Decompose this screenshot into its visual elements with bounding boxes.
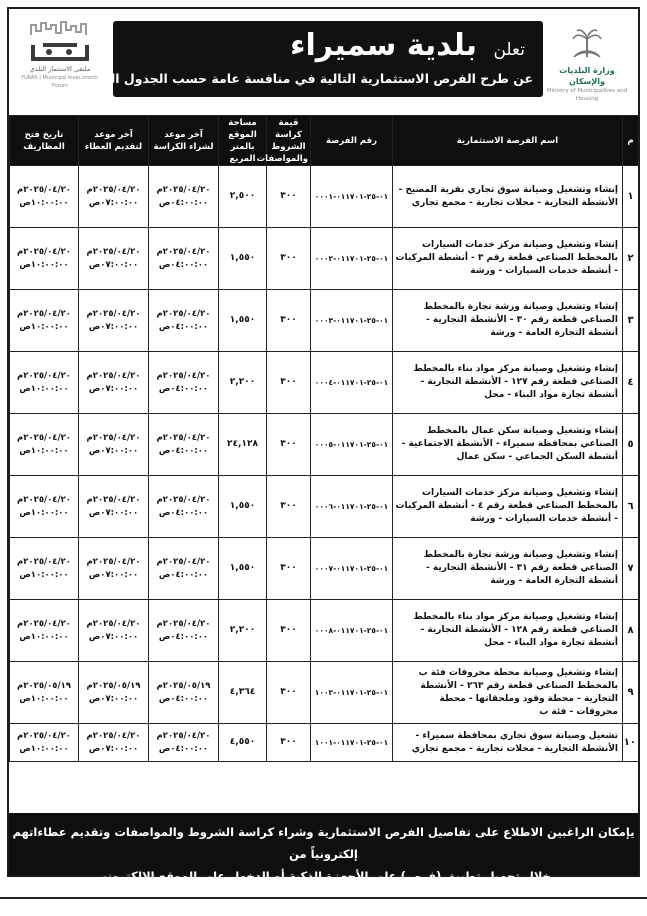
row-number: ١٠ [623, 724, 639, 762]
buy-deadline: ٢٠٢٥/٠٤/٢٠م ٠٤:٠٠:٠٠ص [149, 290, 219, 352]
opportunity-name: إنشاء وتشغيل وصيانة ورشة نجارة بالمخطط الصناعي قطعة رقم ٣١ - الأنشطة التجارية - أنشطة التجارة العامة - ورشة [393, 538, 623, 600]
furas-logo-english: FURAS | Municipal Investments Forum [21, 75, 99, 89]
col-header-no: م [623, 116, 639, 166]
row-number: ٧ [623, 538, 639, 600]
table-row [10, 228, 639, 290]
table-row [10, 476, 639, 538]
opportunity-name: إنشاء وتشغيل وصيانة مركز مواد بناء بالمخطط الصناعي قطعة رقم ١٢٧ - الأنشطة التجارية - أنشطة تجارة مواد البناء - محل [393, 352, 623, 414]
buy-deadline: ٢٠٢٥/٠٤/٢٠م ٠٤:٠٠:٠٠ص [149, 414, 219, 476]
announcement-sheet [7, 7, 640, 905]
page-title [290, 27, 525, 69]
booklet-fee: ٣٠٠ [267, 662, 311, 724]
buy-deadline: ٢٠٢٥/٠٤/٢٠م ٠٤:٠٠:٠٠ص [149, 352, 219, 414]
open-date: ٢٠٢٥/٠٤/٢٠م ١٠:٠٠:٠٠ص [10, 228, 79, 290]
submit-deadline: ٢٠٢٥/٠٤/٢٠م ٠٧:٠٠:٠٠ص [79, 538, 149, 600]
table-row [10, 724, 639, 762]
site-area: ١,٥٥٠ [219, 538, 267, 600]
booklet-fee: ٣٠٠ [267, 538, 311, 600]
opportunity-id: ٠١-٢٥-٠١١٧٠١-١٠٠٢ [311, 662, 393, 724]
opportunity-id: ٠١-٢٥-٠١١٧٠١-٠٠٠٧ [311, 538, 393, 600]
ministry-logo [542, 27, 632, 107]
submit-deadline: ٢٠٢٥/٠٥/١٩م ٠٧:٠٠:٠٠ص [79, 662, 149, 724]
open-date: ٢٠٢٥/٠٤/٢٠م ١٠:٠٠:٠٠ص [10, 166, 79, 228]
footer-line-1: يإمكان الراغبين الاطلاع على تفاصيل الفرص الاستثمارية وشراء كراسة الشروط والمواصفات وتقديم عطاءاتهم إلكترونياً من [12, 825, 635, 861]
open-date: ٢٠٢٥/٠٤/٢٠م ١٠:٠٠:٠٠ص [10, 724, 79, 762]
opportunity-id: ٠١-٢٥-٠١١٧٠١-٠٠٠٣ [311, 290, 393, 352]
table-row [10, 600, 639, 662]
site-area: ٤,٥٥٠ [219, 724, 267, 762]
booklet-fee: ٣٠٠ [267, 724, 311, 762]
site-area: ٤,٣٦٤ [219, 662, 267, 724]
site-area: ١,٥٥٠ [219, 476, 267, 538]
table-row [10, 166, 639, 228]
submit-deadline: ٢٠٢٥/٠٤/٢٠م ٠٧:٠٠:٠٠ص [79, 352, 149, 414]
buy-deadline: ٢٠٢٥/٠٤/٢٠م ٠٤:٠٠:٠٠ص [149, 476, 219, 538]
row-number: ٥ [623, 414, 639, 476]
opportunity-id: ٠١-٢٥-٠١١٧٠١-٠٠٠٥ [311, 414, 393, 476]
ministry-name: وزارة البلديات والإسكان [559, 66, 615, 86]
col-header-open-date: تاريخ فتح المظاريف [10, 116, 79, 166]
booklet-fee: ٣٠٠ [267, 352, 311, 414]
opportunity-name: إنشاء وتشغيل وصيانة ورشة نجارة بالمخطط الصناعي قطعة رقم ٣٠ - الأنشطة التجارية - أنشطة التجارة العامة - ورشة [393, 290, 623, 352]
site-area: ١,٥٥٠ [219, 228, 267, 290]
open-date: ٢٠٢٥/٠٤/٢٠م ١٠:٠٠:٠٠ص [10, 414, 79, 476]
table-row [10, 662, 639, 724]
booklet-fee: ٣٠٠ [267, 414, 311, 476]
submit-deadline: ٢٠٢٥/٠٤/٢٠م ٠٧:٠٠:٠٠ص [79, 476, 149, 538]
buy-deadline: ٢٠٢٥/٠٤/٢٠م ٠٤:٠٠:٠٠ص [149, 166, 219, 228]
ministry-name-english: Ministry of Municipalities and Housing [546, 88, 628, 102]
table-row [10, 352, 639, 414]
col-header-buy-deadline: آخر موعد لشراء الكراسة [149, 116, 219, 166]
buy-deadline: ٢٠٢٥/٠٤/٢٠م ٠٤:٠٠:٠٠ص [149, 228, 219, 290]
opportunity-id: ٠١-٢٥-٠١١٧٠١-١٠٠١ [311, 724, 393, 762]
col-header-name: اسم الفرصة الاستثمارية [393, 116, 623, 166]
header [9, 9, 638, 115]
buy-deadline: ٢٠٢٥/٠٤/٢٠م ٠٤:٠٠:٠٠ص [149, 538, 219, 600]
row-number: ٢ [623, 228, 639, 290]
opportunity-name: إنشاء وتشغيل وصيانة محطة محروقات فئة ب بالمخطط الصناعي قطعة رقم ٢٦٣ - الأنشطة التجارية - محطة وقود وملحقاتها - محطة محروقات - فئة ب [393, 662, 623, 724]
row-number: ١ [623, 166, 639, 228]
buy-deadline: ٢٠٢٥/٠٤/٢٠م ٠٤:٠٠:٠٠ص [149, 724, 219, 762]
open-date: ٢٠٢٥/٠٤/٢٠م ١٠:٠٠:٠٠ص [10, 290, 79, 352]
opportunity-id: ٠١-٢٥-٠١١٧٠١-٠٠٠٦ [311, 476, 393, 538]
site-area: ٢٤,١٢٨ [219, 414, 267, 476]
palm-swords-emblem-icon [569, 27, 605, 61]
col-header-fee: قيمة كراسة الشروط والمواصفات [267, 116, 311, 166]
opportunity-name: إنشاء وتشغيل وصيانة مركز خدمات السيارات بالمخطط الصناعي قطعة رقم ٤ - أنشطة المركبات - أنشطة خدمات السيارات - ورشة [393, 476, 623, 538]
opportunity-id: ٠١-٢٥-٠١١٧٠١-٠٠٠٤ [311, 352, 393, 414]
site-area: ٢,٥٠٠ [219, 166, 267, 228]
booklet-fee: ٣٠٠ [267, 290, 311, 352]
footer-line-2: خلال تحميل تطبيق (فرص) على الأجهزة الذكية أو الدخول على الموقع الالكتروني (https://Furas.momra.gov.sa). [96, 869, 551, 905]
opportunity-id: ٠١-٢٥-٠١١٧٠١-٠٠٠٨ [311, 600, 393, 662]
buy-deadline: ٢٠٢٥/٠٥/١٩م ٠٤:٠٠:٠٠ص [149, 662, 219, 724]
col-header-submit-deadline: آخر موعد لتقديم العطاء [79, 116, 149, 166]
booklet-fee: ٣٠٠ [267, 166, 311, 228]
submit-deadline: ٢٠٢٥/٠٤/٢٠م ٠٧:٠٠:٠٠ص [79, 724, 149, 762]
opportunity-name: إنشاء وتشغيل وصيانة مركز مواد بناء بالمخطط الصناعي قطعة رقم ١٢٨ - الأنشطة التجارية - أنشطة تجارة مواد البناء - محل [393, 600, 623, 662]
booklet-fee: ٣٠٠ [267, 476, 311, 538]
submit-deadline: ٢٠٢٥/٠٤/٢٠م ٠٧:٠٠:٠٠ص [79, 166, 149, 228]
table-row [10, 414, 639, 476]
opportunity-id: ٠١-٢٥-٠١١٧٠١-٠٠٠٢ [311, 228, 393, 290]
col-header-id: رقم الفرصة [311, 116, 393, 166]
row-number: ٨ [623, 600, 639, 662]
site-area: ٢,٢٠٠ [219, 352, 267, 414]
open-date: ٢٠٢٥/٠٤/٢٠م ١٠:٠٠:٠٠ص [10, 538, 79, 600]
furas-logo-subtitle: ملتقى الاستثمار البلدي [29, 65, 91, 73]
table-row [10, 538, 639, 600]
opportunity-name: إنشاء وتشغيل وصيانة سوق تجاري بقرية المضيح - الأنشطة التجارية - محلات تجارية - مجمع تجاري [393, 166, 623, 228]
row-number: ٤ [623, 352, 639, 414]
opportunity-name: إنشاء وتشغيل وصيانة سكن عمال بالمخطط الصناعي بمحافظة سميراء - الأنشطة الاجتماعية - أنشطة السكن الجماعي - سكن عمال [393, 414, 623, 476]
footer-note [9, 813, 638, 905]
row-number: ٦ [623, 476, 639, 538]
opportunity-name: تشغيل وصيانة سوق تجاري بمحافظة سميراء - الأنشطة التجارية - محلات تجارية - مجمع تجاري [393, 724, 623, 762]
open-date: ٢٠٢٥/٠٥/١٩م ١٠:٠٠:٠٠ص [10, 662, 79, 724]
announce-verb: تعلن [493, 40, 525, 60]
table-row [10, 290, 639, 352]
bottom-divider [0, 897, 647, 899]
buy-deadline: ٢٠٢٥/٠٤/٢٠م ٠٤:٠٠:٠٠ص [149, 600, 219, 662]
opportunity-id: ٠١-٢٥-٠١١٧٠١-٠٠٠١ [311, 166, 393, 228]
row-number: ٩ [623, 662, 639, 724]
submit-deadline: ٢٠٢٥/٠٤/٢٠م ٠٧:٠٠:٠٠ص [79, 600, 149, 662]
opportunities-table [9, 115, 639, 762]
col-header-area: مساحة الموقع بالمتر المربع [219, 116, 267, 166]
title-banner [78, 21, 543, 97]
row-number: ٣ [623, 290, 639, 352]
booklet-fee: ٣٠٠ [267, 600, 311, 662]
submit-deadline: ٢٠٢٥/٠٤/٢٠م ٠٧:٠٠:٠٠ص [79, 290, 149, 352]
booklet-fee: ٣٠٠ [267, 228, 311, 290]
opportunity-name: إنشاء وتشغيل وصيانة مركز خدمات السيارات بالمخطط الصناعي قطعة رقم ٣ - أنشطة المركبات - أنشطة خدمات السيارات - ورشة [393, 228, 623, 290]
submit-deadline: ٢٠٢٥/٠٤/٢٠م ٠٧:٠٠:٠٠ص [79, 414, 149, 476]
open-date: ٢٠٢٥/٠٤/٢٠م ١٠:٠٠:٠٠ص [10, 476, 79, 538]
open-date: ٢٠٢٥/٠٤/٢٠م ١٠:٠٠:٠٠ص [10, 352, 79, 414]
open-date: ٢٠٢٥/٠٤/٢٠م ١٠:٠٠:٠٠ص [10, 600, 79, 662]
furas-logo-icon [25, 19, 95, 65]
site-area: ١,٥٥٠ [219, 290, 267, 352]
page-subtitle: عن طرح الفرص الاستثمارية التالية في منافسة عامة حسب الجدول التالي: [78, 71, 533, 86]
table-header-row [10, 116, 639, 166]
site-area: ٢,٢٠٠ [219, 600, 267, 662]
submit-deadline: ٢٠٢٥/٠٤/٢٠م ٠٧:٠٠:٠٠ص [79, 228, 149, 290]
municipality-name: بلدية سميراء [290, 28, 478, 63]
